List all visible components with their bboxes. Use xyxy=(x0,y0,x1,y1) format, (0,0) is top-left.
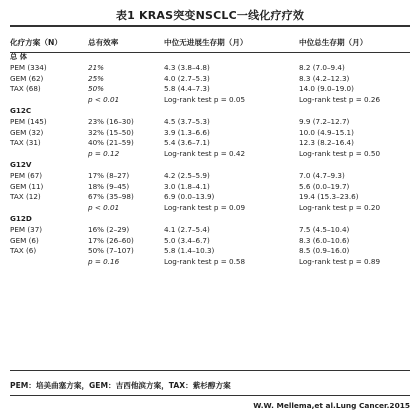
table-row xyxy=(10,138,410,149)
cell-os: 19.4 (15.3–23.6) xyxy=(299,192,359,202)
cell-pfs: Log-rank test p = 0.05 xyxy=(164,95,246,105)
cell-regimen: TAX (31) xyxy=(10,138,41,148)
cell-regimen: GEM (32) xyxy=(10,127,44,137)
cell-os: 7.5 (4.5–10.4) xyxy=(299,224,350,234)
group-label: G12D xyxy=(10,213,32,223)
cell-pfs: Log-rank test p = 0.58 xyxy=(164,257,246,267)
cell-os: 12.3 (8.2–16.4) xyxy=(299,138,354,148)
cell-os: 8.3 (4.2–12.3) xyxy=(299,73,350,83)
header-orr: 总有效率 xyxy=(88,38,119,47)
cell-regimen xyxy=(10,95,88,106)
cell-os: Log-rank test p = 0.20 xyxy=(299,203,381,213)
cell-regimen xyxy=(10,149,88,160)
cell-regimen: TAX (68) xyxy=(10,84,41,94)
cell-orr: 40% (21–59) xyxy=(88,138,134,148)
cell-orr: 16% (2–29) xyxy=(88,224,130,234)
table-row xyxy=(10,246,410,257)
header-os: 中位总生存期（月） xyxy=(299,38,368,47)
cell-pfs: 5.0 (3.4–6.7) xyxy=(164,235,210,245)
table-row xyxy=(10,149,410,160)
table-row xyxy=(10,192,410,203)
cell-pfs: 4.5 (3.7–5.3) xyxy=(164,116,210,126)
header-row xyxy=(10,33,410,52)
cell-orr: 50% (7–107) xyxy=(88,246,134,256)
table-title: 表1 KRAS突变NSCLC一线化疗疗效 xyxy=(115,9,305,22)
cell-orr: 17% (26–60) xyxy=(88,235,134,245)
cell-pfs: Log-rank test p = 0.42 xyxy=(164,149,246,159)
cell-pfs: 3.0 (1.8–4.1) xyxy=(164,181,210,191)
table-row xyxy=(10,117,410,128)
cell-orr: 25% xyxy=(88,73,104,83)
efficacy-table xyxy=(10,33,410,268)
cell-orr: p = 0.16 xyxy=(88,257,120,267)
table-row xyxy=(10,128,410,139)
group-row xyxy=(10,106,410,117)
cell-os: Log-rank test p = 0.89 xyxy=(299,257,381,267)
cell-orr: 23% (16–30) xyxy=(88,116,134,126)
cell-orr: 50% xyxy=(88,84,104,94)
cell-regimen xyxy=(10,257,88,268)
cell-orr: 67% (35–98) xyxy=(88,192,134,202)
table-row xyxy=(10,74,410,85)
table-body xyxy=(10,52,410,268)
header-pfs: 中位无进展生存期（月） xyxy=(164,38,248,47)
cell-regimen: PEM (334) xyxy=(10,62,47,72)
cell-pfs: 6.9 (0.0–13.9) xyxy=(164,192,215,202)
group-label: 总 体 xyxy=(10,52,27,61)
cell-os: 7.0 (4.7–9.3) xyxy=(299,170,345,180)
group-label: G12C xyxy=(10,105,32,115)
cell-regimen: TAX (6) xyxy=(10,246,37,256)
cell-pfs: 4.3 (3.8–4.8) xyxy=(164,62,210,72)
table-row xyxy=(10,63,410,74)
table-row xyxy=(10,171,410,182)
table-row xyxy=(10,225,410,236)
group-row xyxy=(10,214,410,225)
cell-pfs: 5.8 (4.4–7.3) xyxy=(164,84,210,94)
group-label: G12V xyxy=(10,159,32,169)
cell-regimen: PEM (67) xyxy=(10,170,43,180)
cell-pfs: 5.8 (1.4–10.3) xyxy=(164,246,215,256)
source-citation: W.W. Mellema,et al.Lung Cancer.2015 xyxy=(253,401,410,410)
cell-os: Log-rank test p = 0.26 xyxy=(299,95,381,105)
cell-regimen: PEM (37) xyxy=(10,224,43,234)
top-rule xyxy=(10,25,410,27)
cell-orr: 17% (8–27) xyxy=(88,170,130,180)
group-row xyxy=(10,160,410,171)
cell-os: 8.2 (7.0–9.4) xyxy=(299,62,345,72)
table-row xyxy=(10,84,410,95)
cell-regimen: GEM (62) xyxy=(10,73,44,83)
cell-os: Log-rank test p = 0.50 xyxy=(299,149,381,159)
footnote: PEM：培美曲塞方案，GEM：吉西他滨方案，TAX：紫杉醇方案 xyxy=(10,381,231,390)
table-row xyxy=(10,236,410,247)
cell-regimen: GEM (11) xyxy=(10,181,44,191)
cell-pfs: 4.0 (2.7–5.3) xyxy=(164,73,210,83)
cell-pfs: 5.4 (3.6–7.1) xyxy=(164,138,210,148)
cell-os: 8.5 (0.9–16.0) xyxy=(299,246,350,256)
cell-orr: 21% xyxy=(88,62,104,72)
cell-orr: 32% (15–50) xyxy=(88,127,134,137)
table-row xyxy=(10,203,410,214)
cell-pfs: Log-rank test p = 0.09 xyxy=(164,203,246,213)
cell-os: 9.9 (7.2–12.7) xyxy=(299,116,350,126)
table-row xyxy=(10,182,410,193)
table-row xyxy=(10,257,410,268)
cell-regimen: PEM (145) xyxy=(10,116,47,126)
group-row xyxy=(10,52,410,63)
header-regimen: 化疗方案（N） xyxy=(10,38,62,47)
cell-os: 14.0 (9.0–19.0) xyxy=(299,84,354,94)
footnote-rule xyxy=(10,395,410,396)
cell-orr: p < 0.01 xyxy=(88,95,120,105)
cell-os: 10.0 (4.9–15.1) xyxy=(299,127,354,137)
cell-pfs: 4.2 (2.5–5.9) xyxy=(164,170,210,180)
cell-orr: p < 0.01 xyxy=(88,203,120,213)
cell-os: 5.6 (0.0–19.7) xyxy=(299,181,350,191)
cell-regimen xyxy=(10,203,88,214)
cell-pfs: 3.9 (1.3–6.6) xyxy=(164,127,210,137)
bottom-rule xyxy=(10,370,410,371)
cell-regimen: GEM (6) xyxy=(10,235,39,245)
cell-regimen: TAX (12) xyxy=(10,192,41,202)
cell-pfs: 4.1 (2.7–5.4) xyxy=(164,224,210,234)
cell-os: 8.3 (6.0–10.6) xyxy=(299,235,350,245)
table-row xyxy=(10,95,410,106)
cell-orr: p = 0.12 xyxy=(88,149,120,159)
cell-orr: 18% (9–45) xyxy=(88,181,130,191)
